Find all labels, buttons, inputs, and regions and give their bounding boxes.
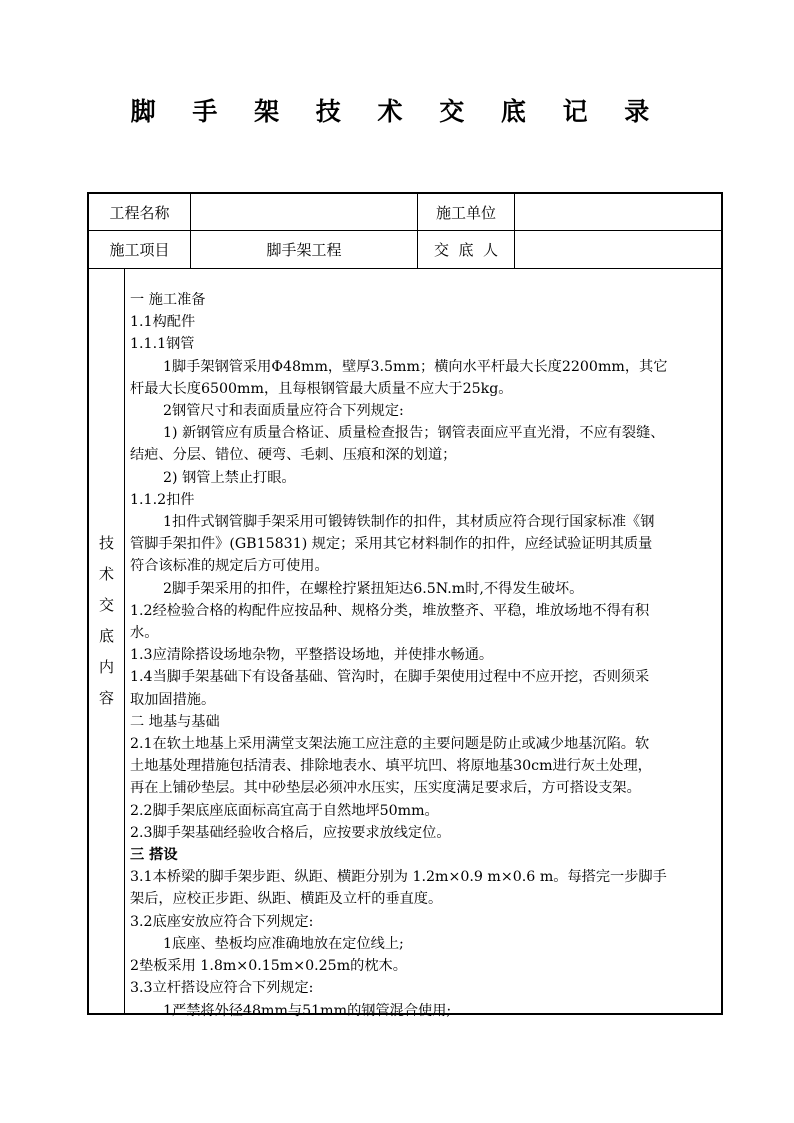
content-line: 水。 [130,625,159,642]
content-line: 再在上铺砂垫层。其中砂垫层必须冲水压实，压实度满足要求后，方可搭设支架。 [130,780,641,797]
project-name-label: 工程名称 [109,203,170,222]
section-heading: 二 地基与基础 [130,713,220,730]
discloser-label: 交 底 人 [433,241,499,259]
content-line: 2.1在软土地基上采用满堂支架法施工应注意的主要问题是防止或减少地基沉陷。软 [130,736,650,753]
content-line: 土地基处理措施包括清表、排除地表水、填平坑凹、将原地基30cm进行灰土处理， [130,758,652,775]
content-line: 取加固措施。 [130,691,216,708]
content-line: 3.1本桥梁的脚手架步距、纵距、横距分别为 1.2m×0.9 m×0.6 m。每搭完一步脚手 [130,869,667,886]
content-line: 管脚手架扣件》(GB15831) 规定；采用其它材料制作的扣件，应经试验证明其质量 [130,536,653,553]
content-line: 1.2经检验合格的构配件应按品种、规格分类，堆放整齐、平稳，堆放场地不得有积 [130,602,650,619]
construction-unit-label: 施工单位 [435,203,496,222]
content-line: 3.2底座安放应符合下列规定: [130,913,314,930]
content-line: 1脚手架钢管采用Φ48mm，壁厚3.5mm；横向水平杆最大长度2200mm，其它 [163,358,668,375]
section-heading: 一 施工准备 [130,292,206,308]
side-char: 底 [98,627,114,645]
content-line: 杆最大长度6500mm，且每根钢管最大质量不应大于25kg。 [130,380,513,397]
content-line: 1严禁将外径48mm与51mm的钢管混合使用; [163,1002,452,1019]
content-line: 1.1.2扣件 [130,491,195,508]
construction-unit-value [515,194,721,230]
content-line: 2) 钢管上禁止打眼。 [163,469,296,486]
item-value: 脚手架工程 [266,241,342,259]
row-divider [89,268,721,269]
content-line: 2垫板采用 1.8m×0.15m×0.25m的枕木。 [130,958,407,975]
content-line: 1.4当脚手架基础下有设备基础、管沟时，在脚手架使用过程中不应开挖，否则须采 [130,669,650,686]
content-line: 2.2脚手架底座底面标高宜高于自然地坪50mm。 [130,802,439,819]
side-char: 技 [98,534,114,552]
content-line: 符合该标准的规定后方可使用。 [130,558,329,575]
content-line: 2钢管尺寸和表面质量应符合下列规定: [163,403,404,420]
discloser-value [515,231,721,268]
disclosure-content [130,289,720,1022]
content-line: 1.1构配件 [130,314,196,331]
side-char: 内 [98,658,114,676]
content-line: 3.3立杆搭设应符合下列规定: [130,980,314,997]
col-divider [124,268,125,1013]
content-line: 架后，应校正步距、纵距、横距及立杆的垂直度。 [130,891,443,908]
content-line: 1.1.1钢管 [130,336,195,353]
side-char: 术 [98,565,114,583]
content-side-label [89,270,124,714]
project-name-value [191,194,417,230]
content-line: 结疤、分层、错位、硬弯、毛刺、压痕和深的划道； [130,447,457,464]
item-label: 施工项目 [109,241,170,259]
side-char: 容 [98,689,114,707]
content-line: 1) 新钢管应有质量合格证、质量检查报告；钢管表面应平直光滑，不应有裂缝、 [163,425,665,442]
content-line: 1底座、垫板均应准确地放在定位线上; [163,935,404,952]
page-title: 脚 手 架 技 术 交 底 记 录 [130,97,664,126]
content-line: 1.3应清除搭设场地杂物，平整搭设场地，并使排水畅通。 [130,647,494,664]
content-line: 1扣件式钢管脚手架采用可锻铸铁制作的扣件，其材质应符合现行国家标准《钢 [163,514,655,531]
side-char: 交 [98,596,114,614]
section-heading: 三 搭设 [130,847,178,864]
content-line: 2.3脚手架基础经验收合格后，应按要求放线定位。 [130,824,451,841]
content-line: 2脚手架采用的扣件，在螺栓拧紧扭矩达6.5N.m时,不得发生破坏。 [163,580,584,597]
